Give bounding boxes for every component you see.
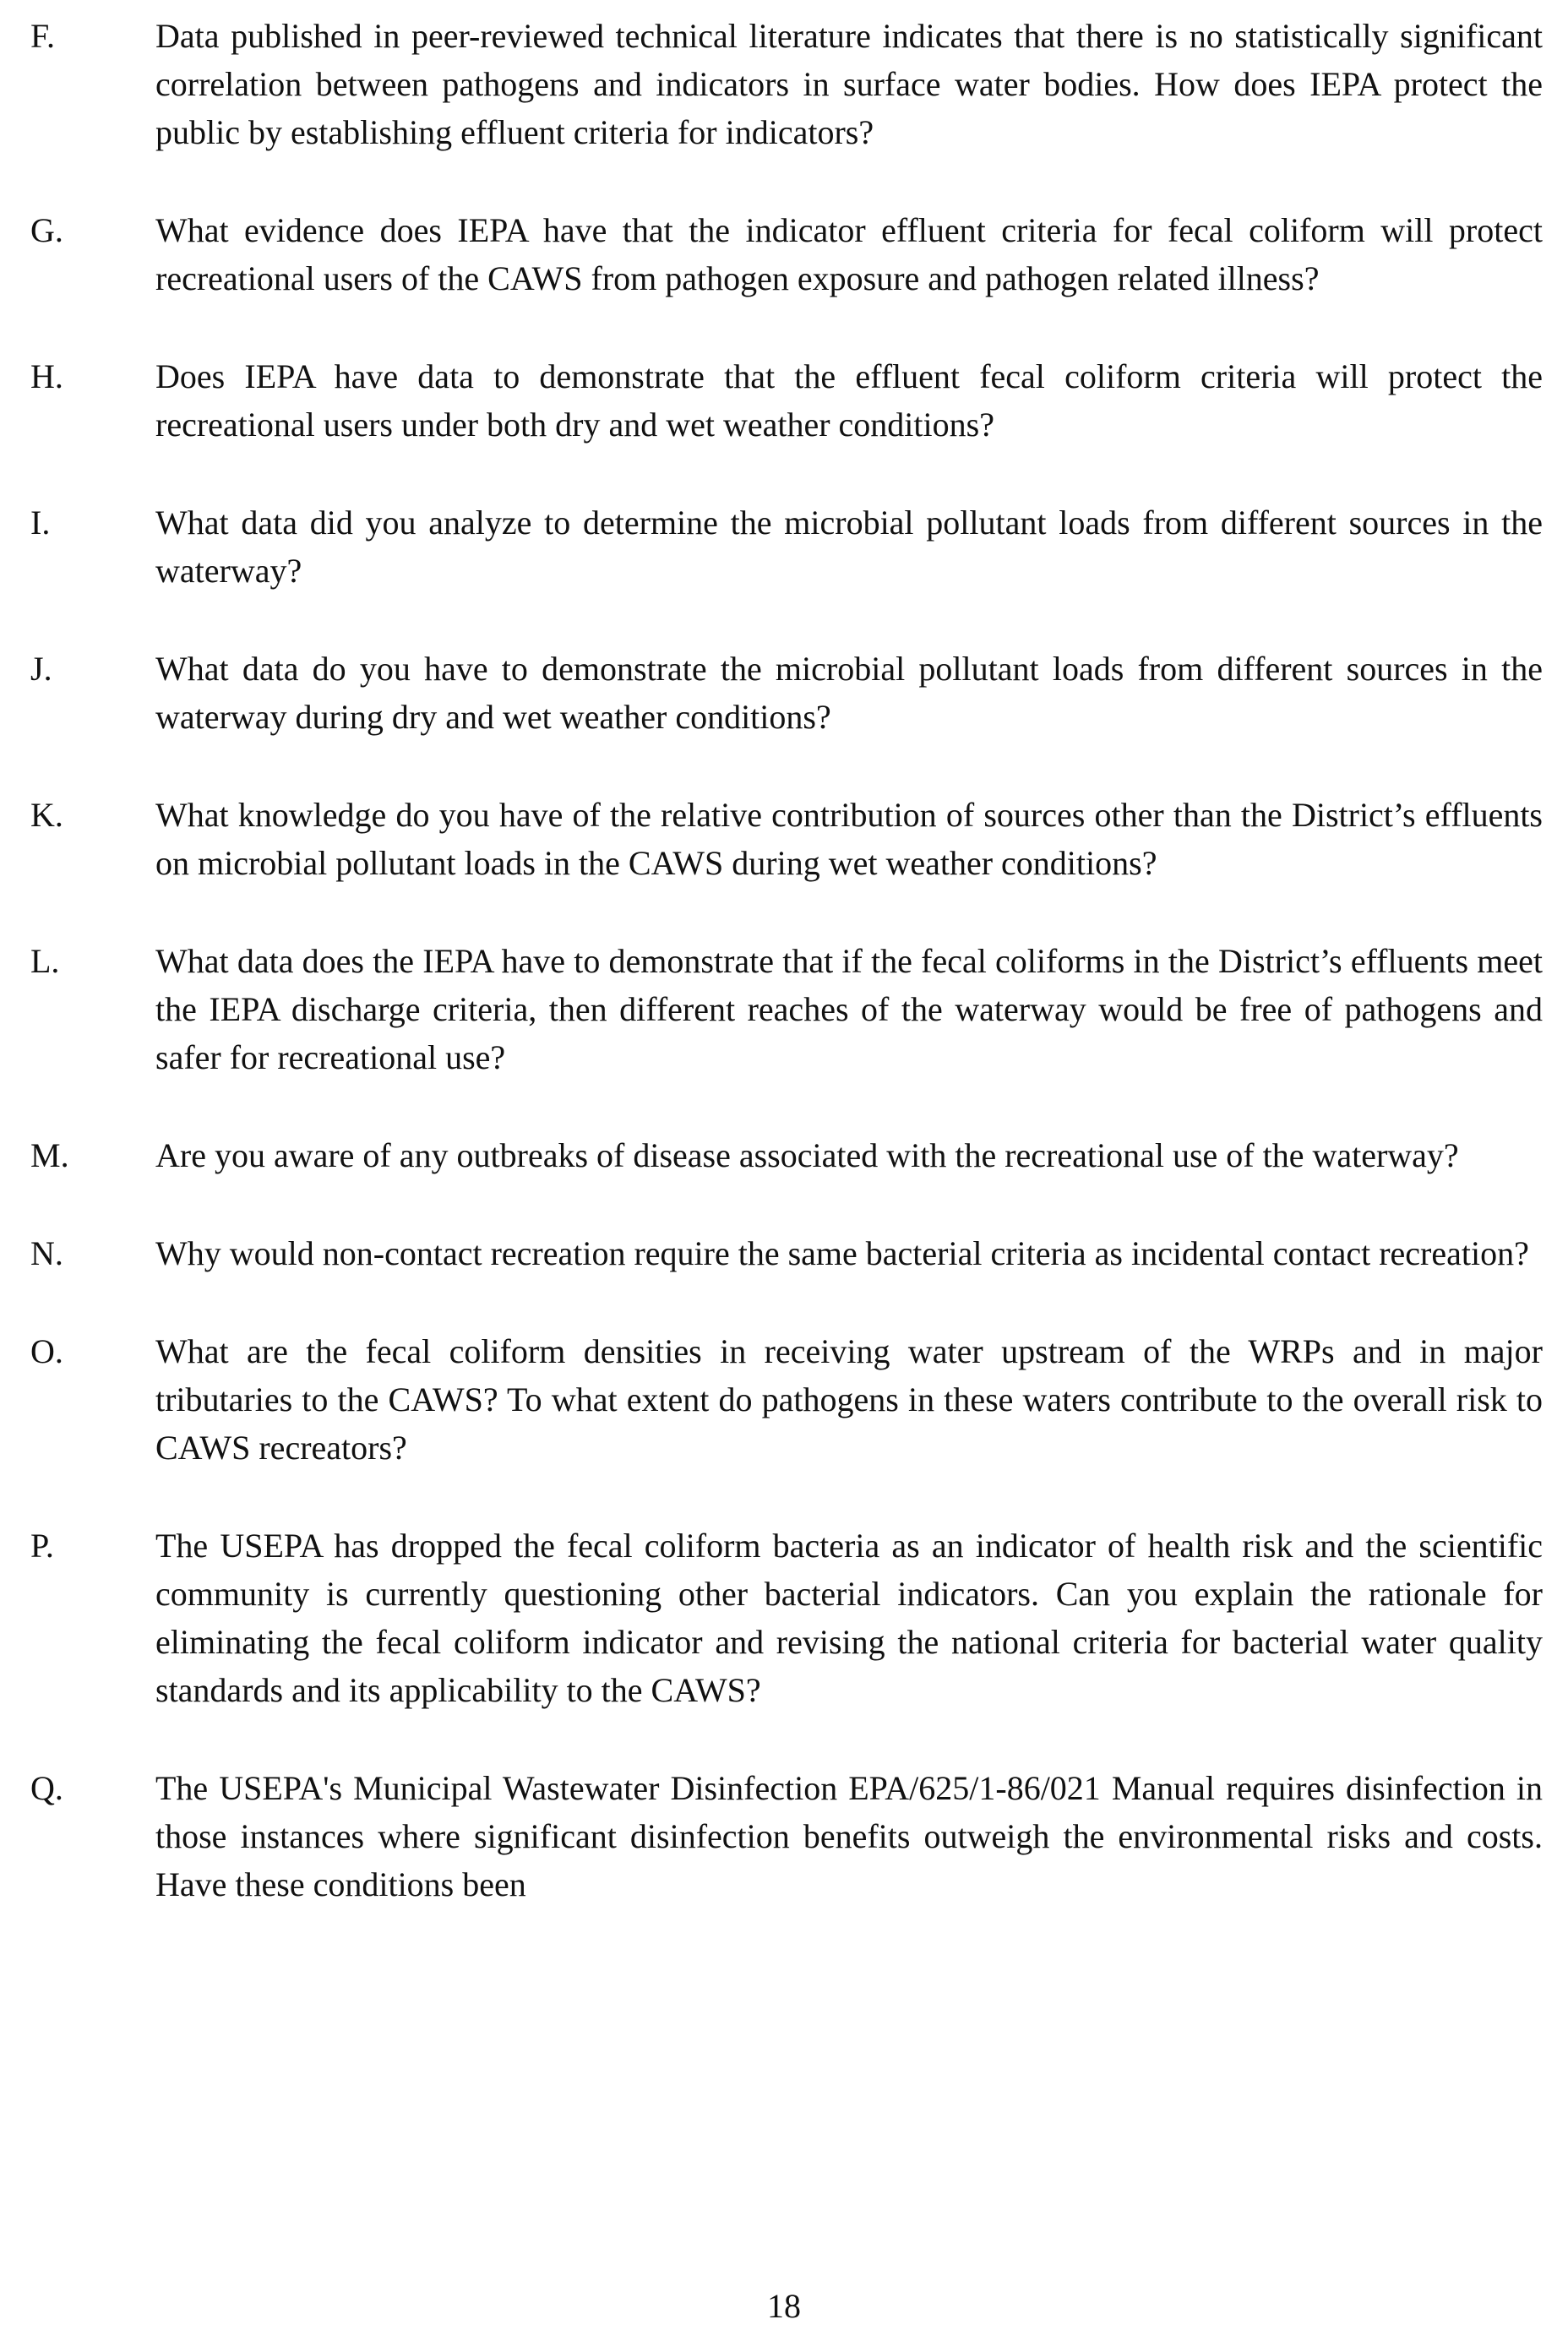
question-text: What knowledge do you have of the relative contribution of sources other than the District’s effluents on microbial pollutant loads in the CAWS during wet weather conditions?	[155, 796, 1543, 882]
question-item-m	[30, 1131, 1543, 1179]
question-letter: I.	[30, 504, 51, 542]
question-letter: N.	[30, 1234, 63, 1272]
question-item-l	[30, 937, 1543, 1081]
question-text: Why would non-contact recreation require the same bacterial criteria as incidental contact recreation?	[155, 1234, 1529, 1272]
question-letter: K.	[30, 796, 63, 834]
question-letter: F.	[30, 17, 56, 55]
question-text: The USEPA's Municipal Wastewater Disinfection EPA/625/1-86/021 Manual requires disinfection in those instances where significant disinfection benefits outweigh the environmental risks and costs. Have these conditions been	[155, 1769, 1543, 1903]
question-text: What data do you have to demonstrate the microbial pollutant loads from different sources in the waterway during dry and wet weather conditions?	[155, 650, 1543, 736]
question-text: What data does the IEPA have to demonstrate that if the fecal coliforms in the District’s effluents meet the IEPA discharge criteria, then different reaches of the waterway would be free of pathogens and safer for recreational use?	[155, 942, 1543, 1076]
question-text: Does IEPA have data to demonstrate that the effluent fecal coliform criteria will protect the recreational users under both dry and wet weather conditions?	[155, 357, 1543, 444]
question-text: The USEPA has dropped the fecal coliform bacteria as an indicator of health risk and the scientific community is currently questioning other bacterial indicators. Can you explain the rationale for eliminating the fecal coliform indicator and revising the national criteria for bacterial water quality standards and its applicability to the CAWS?	[155, 1527, 1543, 1709]
question-text: Are you aware of any outbreaks of disease associated with the recreational use of the waterway?	[155, 1136, 1459, 1174]
question-item-g	[30, 206, 1543, 302]
question-item-h	[30, 352, 1543, 449]
question-letter: H.	[30, 357, 63, 395]
question-item-n	[30, 1229, 1543, 1277]
question-text: Data published in peer-reviewed technical literature indicates that there is no statistically significant correlation between pathogens and indicators in surface water bodies. How does IEPA protect the public by establishing effluent criteria for indicators?	[155, 17, 1543, 151]
question-list	[30, 12, 1543, 1908]
question-text: What data did you analyze to determine the microbial pollutant loads from different sources in the waterway?	[155, 504, 1543, 590]
question-item-o	[30, 1327, 1543, 1472]
question-item-f	[30, 12, 1543, 156]
question-text: What are the fecal coliform densities in receiving water upstream of the WRPs and in major tributaries to the CAWS? To what extent do pathogens in these waters contribute to the overall risk to CAWS recreators?	[155, 1332, 1543, 1467]
question-letter: J.	[30, 650, 52, 688]
question-letter: P.	[30, 1527, 54, 1565]
page-number: 18	[767, 2287, 801, 2325]
question-item-i	[30, 498, 1543, 595]
question-text: What evidence does IEPA have that the indicator effluent criteria for fecal coliform will protect recreational users of the CAWS from pathogen exposure and pathogen related illness?	[155, 211, 1543, 297]
question-letter: G.	[30, 211, 63, 249]
question-letter: L.	[30, 942, 60, 980]
question-item-k	[30, 791, 1543, 887]
question-item-q	[30, 1764, 1543, 1908]
question-letter: O.	[30, 1332, 63, 1370]
question-item-j	[30, 645, 1543, 741]
question-item-p	[30, 1522, 1543, 1714]
question-letter: Q.	[30, 1769, 63, 1807]
question-letter: M.	[30, 1136, 69, 1174]
